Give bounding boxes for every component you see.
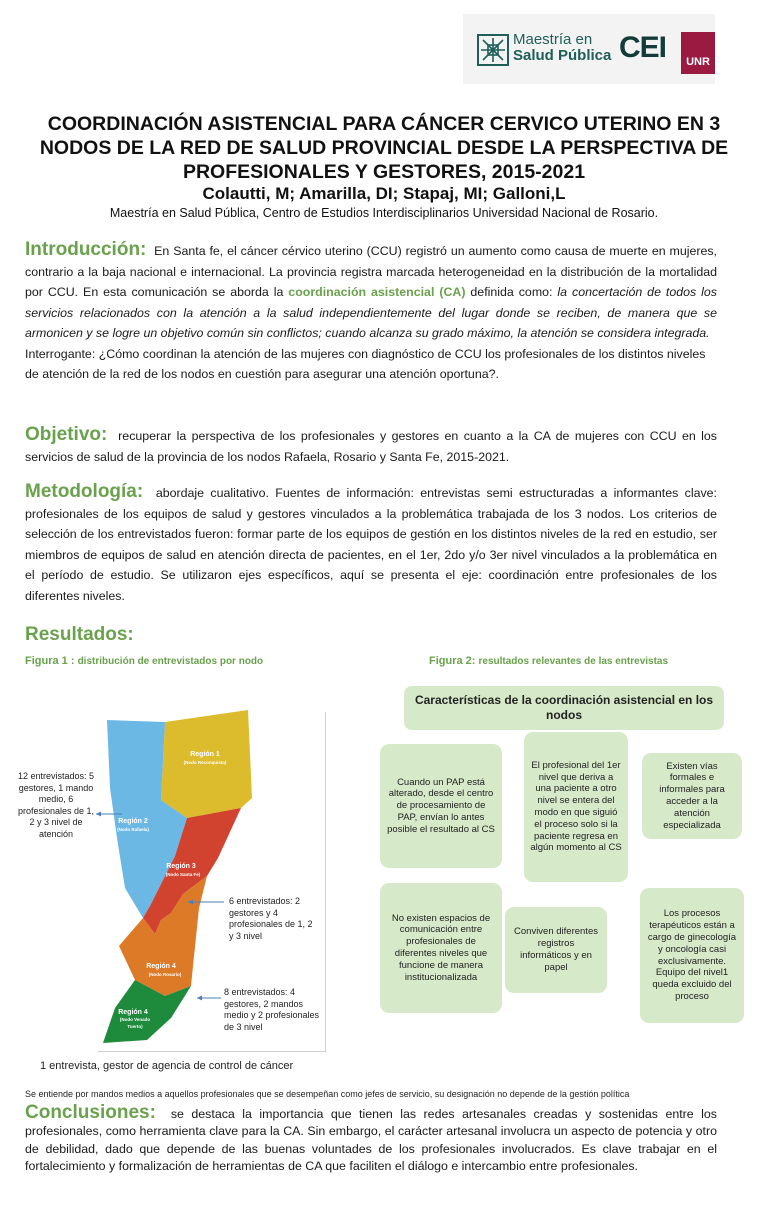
annotation-santafe: 6 entrevistados: 2 gestores y 4 profesionales de 1, 2 y 3 nivel [229, 896, 313, 941]
arrow-rosario-icon [195, 994, 223, 1002]
map-region-2-label: Región 2 [118, 818, 148, 825]
result-box-therapeutic: Los procesos terapéuticos están a cargo de ginecología y oncología casi exclusivamente. Equipo del nivel1 queda excluido del proceso [640, 888, 744, 1023]
introduction-text: En Santa fe, el cáncer cérvico uterino (CCU) registró un aumento como causa de muerte en mujeres, contrario a la baja nacional e internacional. La provincia registra marcada heterogeneidad en la distribución de la mortalidad por CCU. En esta comunicación se aborda la [25, 244, 718, 299]
map-region-3-label: Región 3 [166, 863, 196, 870]
result-box-records: Conviven diferentes registros informáticos y en papel [505, 907, 607, 993]
map-region-1-label: Región 1 [190, 751, 220, 758]
logo-text-line1: Maestría en [513, 31, 593, 48]
agency-note: 1 entrevista, gestor de agencia de control de cáncer [40, 1060, 294, 1072]
characteristics-title-box: Características de la coordinación asistencial en los nodos [404, 686, 724, 730]
map-region-2-sublabel: (Nodo Rafaela) [117, 827, 149, 832]
map-region-5-sublabel-1: (Nodo Venado [119, 1017, 151, 1022]
conclusions-section [25, 1104, 717, 1176]
cei-logo: CEI [619, 31, 667, 64]
maestria-logo-icon [477, 34, 509, 66]
methodology-section [25, 482, 717, 606]
map-region-4-label: Región 4 [146, 963, 176, 970]
poster-title: COORDINACIÓN ASISTENCIAL PARA CÁNCER CERVICO UTERINO EN 3 NODOS DE LA RED DE SALUD PROVINCIAL DESDE LA PERSPECTIVA DE PROFESIONALES Y GESTORES, 2015-2021 [39, 113, 729, 183]
result-box-referral: El profesional del 1er nivel que deriva a una paciente a otro nivel se entera del modo en que siguió el proceso solo si la paciente regresa en algún momento al CS [524, 732, 628, 882]
authors: Colautti, M; Amarilla, DI; Stapaj, MI; Galloni,L [202, 184, 566, 203]
figure-2-text: resultados relevantes de las entrevistas [478, 656, 669, 667]
result-box-pap: Cuando un PAP está alterado, desde el centro de procesamiento de PAP, envían lo antes posible el resultado al CS [380, 744, 502, 868]
map-region-5-sublabel-2: Tuerto) [127, 1024, 143, 1029]
map-region-5-label: Región 4 [118, 1009, 148, 1016]
methodology-heading: Metodología: [25, 481, 144, 502]
conclusions-heading: Conclusiones: [25, 1102, 156, 1123]
results-heading: Resultados: [25, 624, 134, 645]
result-box-access: Existen vías formales e informales para acceder a la atención especializada [642, 753, 742, 839]
introduction-question: Interrogante: ¿Cómo coordinan la atención de las mujeres con diagnóstico de CCU los profesionales de los distintos niveles de atención de la red de los nodos en cuestión para asegurar una atención oportuna?. [25, 346, 706, 381]
introduction-text-2: definida como: [470, 285, 553, 299]
logo-text-line2: Salud Pública [513, 47, 612, 64]
annotation-rosario: 8 entrevistados: 4 gestores, 2 mandos medio y 2 profesionales de 3 nivel [224, 987, 320, 1032]
figure-1-caption [25, 655, 263, 667]
objective-section [25, 425, 717, 467]
objective-heading: Objetivo: [25, 424, 108, 445]
objective-text: recuperar la perspectiva de los profesionales y gestores en cuanto a la CA de mujeres con CCU en los servicios de salud de la provincia de los nodos Rafaela, Rosario y Santa Fe, 2015-2021. [25, 429, 717, 464]
annotation-rafaela: 12 entrevistados: 5 gestores, 1 mando medio, 6 profesionales de 1, 2 y 3 nivel de atención [17, 771, 95, 839]
conclusions-text: se destaca la importancia que tienen las redes artesanales creadas y sostenidas entre los profesionales, como herramienta clave para la CA. Sin embargo, el carácter artesanal involucra un aspecto de potencia y otro de debilidad, dado que depende de las buenas voluntades de los profesionales involucrados. Es clave trabajar en el fortalecimiento y formalización de herramientas de CA que faciliten el diálogo e intercambio entre profesionales. [25, 1107, 717, 1174]
unr-logo: UNR [681, 32, 715, 74]
figure-2-label: Figura 2: [429, 655, 476, 667]
introduction-section [25, 240, 717, 385]
map-region-3-sublabel: (Nodo Santa Fe) [165, 872, 201, 877]
footnote: Se entiende por mandos medios a aquellos profesionales que se desempeñan como jefes de servicio, su designación no depende de la gestión política [25, 1089, 630, 1099]
map-region-4-sublabel: (Nodo Rosario) [148, 972, 182, 977]
methodology-text: abordaje cualitativo. Fuentes de información: entrevistas semi estructuradas a informantes clave: profesionales de los equipos de salud y gestores vinculados a la problemática trabajada de los 3 nodos. Los criterios de selección de los entrevistados fueron: formar parte de los equipos de gestión en los distintos niveles de la red en estudio, ser miembros de equipos de salud en atención directa de pacientes, en el 1er, 2do y/o 3er nivel vinculados a la problemática en el período de estudio. Se utilizaron ejes específicos, aquí se presenta el eje: coordinación entre profesionales de los diferentes niveles. [25, 486, 717, 603]
figure-2-caption [429, 655, 668, 667]
logo-banner [463, 14, 715, 84]
affiliation: Maestría en Salud Pública, Centro de Estudios Interdisciplinarios Universidad Nacional de Rosario. [109, 206, 659, 220]
introduction-highlight: coordinación asistencial (CA) [288, 285, 466, 299]
introduction-heading: Introducción: [25, 239, 147, 260]
figure-1-text: distribución de entrevistados por nodo [77, 656, 264, 667]
figure-1-label: Figura 1 : [25, 655, 75, 667]
map-region-1-sublabel: (Nodo Reconquista) [183, 760, 227, 765]
arrow-rafaela-icon [94, 810, 124, 818]
introduction-definition: la concertación de todos los servicios relacionados con la atención a la salud independientemente del lugar donde se reciben, de manera que se armonicen y se logre un objetivo común sin conflictos; cuando alcanza su grado máximo, la atención se considera integrada. [25, 285, 717, 340]
result-box-communication: No existen espacios de comunicación entre profesionales de diferentes niveles que funcione de manera institucionalizada [380, 883, 502, 1013]
arrow-santafe-icon [186, 898, 226, 906]
